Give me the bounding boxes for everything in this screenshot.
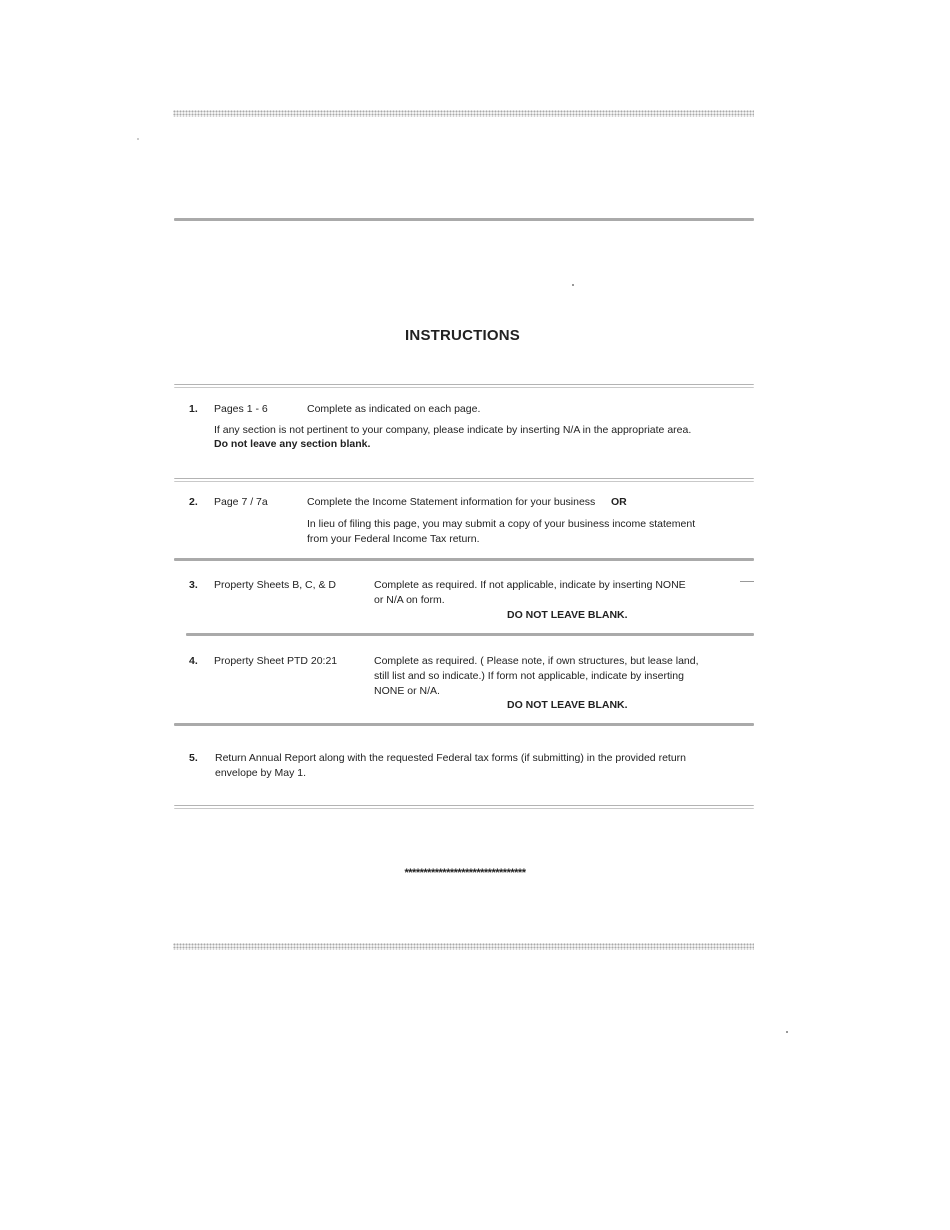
or-label: OR <box>611 496 627 508</box>
scan-mark <box>740 581 754 582</box>
top-dotted-border <box>173 110 754 117</box>
item-text: Complete as indicated on each page. <box>307 403 481 415</box>
header-rule <box>174 218 754 221</box>
item-number: 5. <box>189 752 198 764</box>
item-text: Complete the Income Statement information for your business <box>307 496 596 508</box>
section-divider <box>174 723 754 726</box>
section-divider <box>174 558 754 561</box>
item-note-bold: Do not leave any section blank. <box>214 438 371 450</box>
item-text: Return Annual Report along with the requested Federal tax forms (if submitting) in the provided return <box>215 752 686 764</box>
item-text: Complete as required. If not applicable, indicate by inserting NONE <box>374 579 686 591</box>
item-text: envelope by May 1. <box>215 767 307 779</box>
item-note: If any section is not pertinent to your company, please indicate by inserting N/A in the appropriate area. <box>214 424 692 436</box>
bottom-dotted-border <box>173 943 754 950</box>
item-text: or N/A on form. <box>374 594 445 606</box>
item-note: from your Federal Income Tax return. <box>307 533 480 545</box>
scan-speck <box>786 1031 788 1033</box>
item-number: 4. <box>189 655 198 667</box>
section-divider <box>174 384 754 388</box>
item-label: Property Sheet PTD 20:21 <box>214 655 338 667</box>
item-text: Complete as required. ( Please note, if own structures, but lease land, <box>374 655 699 667</box>
item-note: In lieu of filing this page, you may submit a copy of your business income statement <box>307 518 696 530</box>
item-label: Property Sheets B, C, & D <box>214 579 336 591</box>
section-divider <box>174 478 754 482</box>
asterisk-separator: ******************************** <box>404 867 526 879</box>
item-number: 3. <box>189 579 198 591</box>
scan-speck <box>137 138 139 140</box>
section-divider <box>186 633 754 636</box>
item-text: still list and so indicate.) If form not applicable, indicate by inserting <box>374 670 684 682</box>
warning-text: DO NOT LEAVE BLANK. <box>507 699 628 711</box>
section-divider <box>174 805 754 809</box>
scan-speck <box>572 284 574 286</box>
page-title: INSTRUCTIONS <box>405 327 520 344</box>
item-number: 1. <box>189 403 198 415</box>
warning-text: DO NOT LEAVE BLANK. <box>507 609 628 621</box>
item-number: 2. <box>189 496 198 508</box>
item-label: Pages 1 - 6 <box>214 403 268 415</box>
item-text: NONE or N/A. <box>374 685 440 697</box>
item-label: Page 7 / 7a <box>214 496 268 508</box>
